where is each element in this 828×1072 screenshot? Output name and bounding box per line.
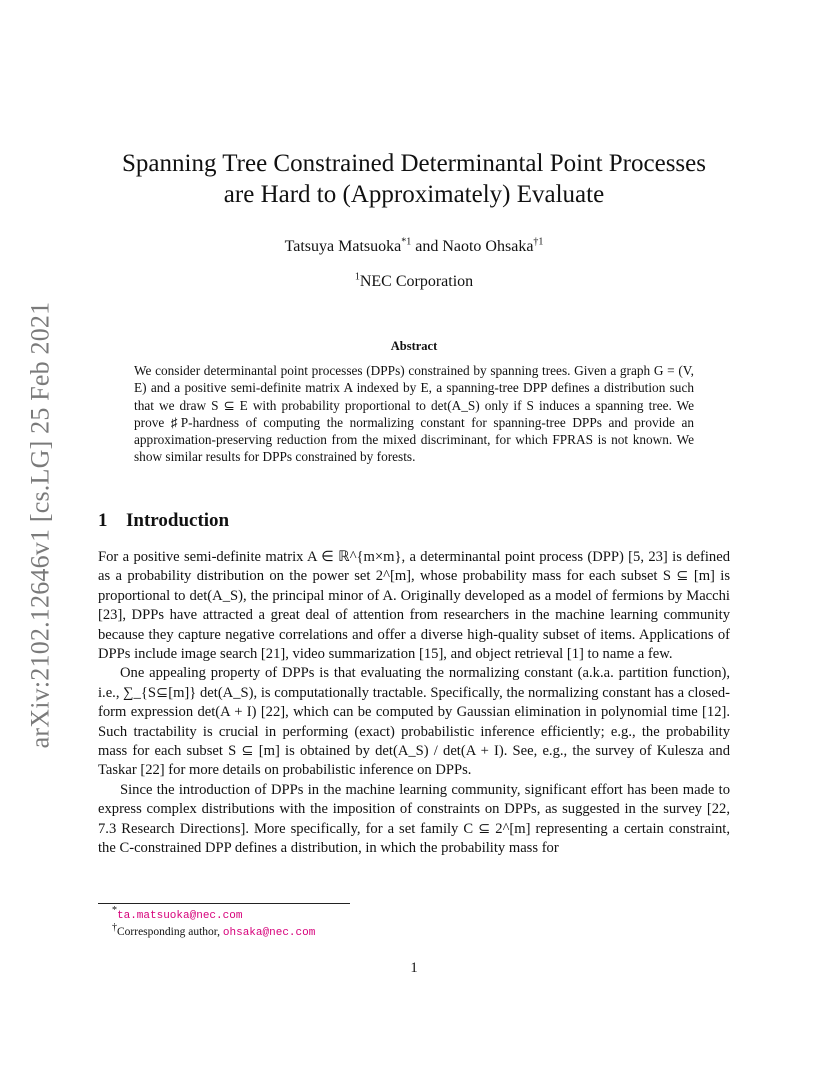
footnote-divider xyxy=(98,903,350,904)
abstract-text: We consider determinantal point processes (DPPs) constrained by spanning trees. Given a graph G = (V, E) and a positive semi-definite matrix A indexed by E, a spanning-tree DPP defines a distribution such that we draw S ⊆ E with probability proportional to det(A_S) only if S induces a spanning tree. We prove ♯P-hardness of computing the normalizing constant for spanning-tree DPPs and provide an approximation-preserving reduction from the mixed discriminant, for which FPRAS is not known. We show similar results for DPPs constrained by forests. xyxy=(134,363,694,465)
affiliation xyxy=(80,273,748,291)
arxiv-stamp xyxy=(20,290,60,760)
abstract-heading: Abstract xyxy=(390,339,438,353)
section-number: 1 xyxy=(98,510,108,531)
affiliation-name: NEC Corporation xyxy=(359,273,474,290)
author-list xyxy=(80,238,748,256)
affiliation-mark: 1 xyxy=(354,271,360,283)
paragraph-1: For a positive semi-definite matrix A ∈ ℝ^{m×m}, a determinantal point process (DPP) [5, 23] is defined as a probability distribution on the power set 2^[m], whose probability mass for each subset S ⊆ [m] is proportional to det(A_S), the principal minor of A. Originally developed as a model of fermions by Macchi [23], DPPs have attracted a great deal of attention from researchers in the machine learning community because they capture negative correlations and offer a diverse high-quality subset of items. Applications of DPPs include image search [21], video summarization [15], and object retrieval [1] to name a few. xyxy=(98,549,730,663)
author-2-marks: †1 xyxy=(533,236,544,248)
footnote-1-mark: * xyxy=(112,905,117,917)
footnote-2 xyxy=(112,924,712,941)
footnote-2-mark: † xyxy=(112,922,117,934)
paragraph-2: One appealing property of DPPs is that evaluating the normalizing constant (a.k.a. partition function), i.e., ∑_{S⊆[m]} det(A_S), is computationally tractable. Specifically, the normalizing constant has a closed-form expression det(A + I) [22], which can be computed by Gaussian elimination in polynomial time [12]. Such tractability is crucial in performing (exact) probabilistic inference efficiently; e.g., the probability mass for each subset S ⊆ [m] is obtained by det(A_S) / det(A + I). See, e.g., the survey of Kulesza and Taskar [22] for more details on probabilistic inference on DPPs. xyxy=(98,665,730,779)
footnote-2-email-link[interactable]: ohsaka@nec.com xyxy=(222,927,316,939)
footnote-2-text: Corresponding author, xyxy=(117,926,223,938)
section-body xyxy=(98,548,730,859)
footnotes xyxy=(112,907,712,941)
author-1-marks: *1 xyxy=(401,236,412,248)
section-heading xyxy=(98,510,738,532)
footnote-1 xyxy=(112,907,712,924)
author-connector: and xyxy=(411,238,443,255)
paragraph-3: Since the introduction of DPPs in the machine learning community, significant effort has been made to express complex distributions with the imposition of constraints on DPPs, as suggested in the survey [22, 7.3 Research Directions]. More specifically, for a set family C ⊆ 2^[m] representing a certain constraint, the C-constrained DPP defines a distribution, in which the probability mass for xyxy=(98,781,730,857)
footnote-1-email-link[interactable]: ta.matsuoka@nec.com xyxy=(117,910,243,922)
page-number: 1 xyxy=(410,960,418,976)
paper-title xyxy=(80,148,748,210)
author-1: Tatsuya Matsuoka xyxy=(284,238,402,255)
arxiv-stamp-text: arXiv:2102.12646v1 [cs.LG] 25 Feb 2021 xyxy=(25,301,54,749)
title-line-1: Spanning Tree Constrained Determinantal Point Processes xyxy=(122,150,706,177)
title-line-2: are Hard to (Approximately) Evaluate xyxy=(223,181,605,208)
author-2: Naoto Ohsaka xyxy=(442,238,534,255)
section-title: Introduction xyxy=(126,510,230,531)
